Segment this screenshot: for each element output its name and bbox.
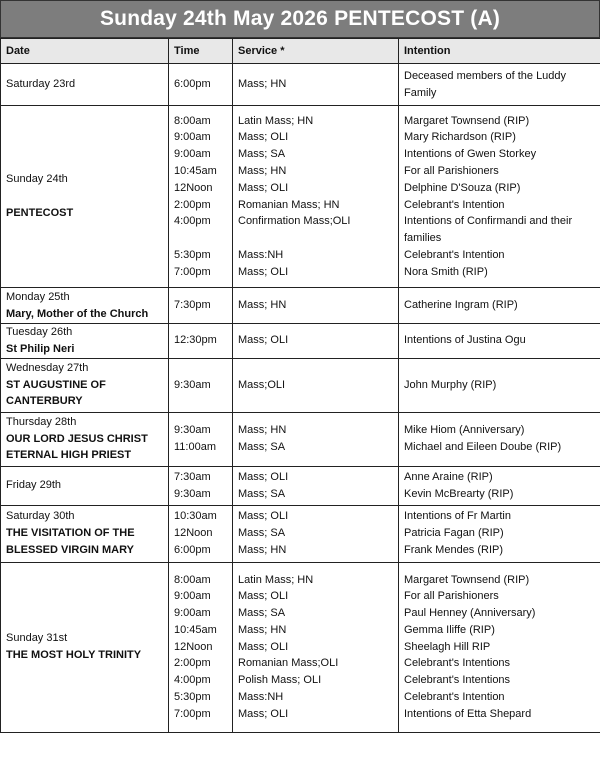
time-cell [169, 412, 233, 466]
service-cell [233, 106, 399, 288]
time-cell [169, 505, 233, 562]
intention-cell [399, 288, 600, 324]
service-entry: Mass; SA [238, 527, 286, 540]
time-cell [169, 106, 233, 288]
feast-label: BLESSED VIRGIN MARY [6, 543, 134, 556]
feast-label: St Philip Neri [6, 342, 75, 355]
table-row [1, 412, 600, 466]
intention-entry: Catherine Ingram (RIP) [404, 299, 518, 312]
intention-entry: Intentions of Justina Ogu [404, 334, 526, 347]
feast-label [6, 188, 163, 205]
intention-entry: Intentions of Fr Martin [404, 510, 511, 523]
service-entry: Mass; OLI [238, 265, 289, 278]
date-cell [1, 324, 169, 359]
service-entry: Romanian Mass; HN [238, 198, 340, 211]
time-entry: 7:00pm [174, 265, 211, 278]
time-entry: 4:00pm [174, 674, 211, 687]
intention-entry: Intentions of Gwen Storkey [404, 148, 537, 161]
mass-schedule-table [0, 38, 600, 733]
date-cell [1, 106, 169, 288]
intention-entry: Celebrant's Intention [404, 248, 505, 261]
page-title: Sunday 24th May 2026 PENTECOST (A) [0, 0, 600, 38]
intention-cell [399, 106, 600, 288]
date-cell [1, 562, 169, 732]
day-label: Thursday 28th [6, 415, 77, 428]
time-entry: 8:00am [174, 114, 211, 127]
intention-cell [399, 324, 600, 359]
date-cell [1, 358, 169, 412]
service-cell [233, 358, 399, 412]
spacer [174, 230, 227, 247]
service-cell [233, 505, 399, 562]
intention-entry: Patricia Fagan (RIP) [404, 527, 504, 540]
intention-entry: Margaret Townsend (RIP) [404, 573, 530, 586]
intention-entry: Margaret Townsend (RIP) [404, 114, 530, 127]
intention-entry: John Murphy (RIP) [404, 378, 497, 391]
service-entry: Mass; OLI [238, 181, 289, 194]
time-cell [169, 64, 233, 106]
time-cell [169, 324, 233, 359]
intention-entry: Michael and Eileen Doube (RIP) [404, 441, 562, 454]
time-entry: 10:30am [174, 510, 217, 523]
service-cell [233, 412, 399, 466]
time-entry: 10:45am [174, 623, 217, 636]
intention-entry: Sheelagh Hill RIP [404, 640, 491, 653]
feast-label: ST AUGUSTINE OF [6, 378, 106, 391]
time-entry: 6:00pm [174, 78, 211, 91]
intention-entry: Mary Richardson (RIP) [404, 131, 516, 144]
time-entry: 9:00am [174, 131, 211, 144]
service-entry: Mass; OLI [238, 334, 289, 347]
service-entry: Mass; HN [238, 424, 287, 437]
feast-label: Mary, Mother of the Church [6, 307, 149, 320]
intention-entry: Celebrant's Intentions [404, 674, 511, 687]
feast-label: THE MOST HOLY TRINITY [6, 649, 142, 662]
service-entry: Mass:NH [238, 248, 284, 261]
service-entry: Confirmation Mass;OLI [238, 215, 351, 228]
date-cell [1, 64, 169, 106]
time-cell [169, 562, 233, 732]
date-cell [1, 288, 169, 324]
service-cell [233, 288, 399, 324]
time-entry: 9:00am [174, 590, 211, 603]
time-entry: 2:00pm [174, 657, 211, 670]
service-entry: Mass; OLI [238, 470, 289, 483]
header-date: Date [1, 39, 169, 64]
service-entry: Mass; OLI [238, 640, 289, 653]
time-entry: 9:00am [174, 607, 211, 620]
time-entry: 8:00am [174, 573, 211, 586]
date-cell [1, 466, 169, 505]
time-entry: 12Noon [174, 181, 213, 194]
time-entry: 9:30am [174, 424, 211, 437]
time-entry: 12Noon [174, 527, 213, 540]
service-entry: Polish Mass; OLI [238, 674, 322, 687]
day-label: Sunday 31st [6, 632, 68, 645]
time-entry: 7:30am [174, 470, 211, 483]
date-cell [1, 505, 169, 562]
table-row [1, 288, 600, 324]
service-entry: Romanian Mass;OLI [238, 657, 339, 670]
time-entry: 2:00pm [174, 198, 211, 211]
service-entry: Mass; SA [238, 607, 286, 620]
day-label: Saturday 30th [6, 510, 75, 523]
intention-cell [399, 358, 600, 412]
header-time: Time [169, 39, 233, 64]
day-label: Saturday 23rd [6, 78, 76, 91]
table-row [1, 358, 600, 412]
service-cell [233, 562, 399, 732]
service-entry: Mass; OLI [238, 707, 289, 720]
time-entry: 7:00pm [174, 707, 211, 720]
intention-cell [399, 562, 600, 732]
intention-entry: Anne Araine (RIP) [404, 470, 493, 483]
intention-entry: Mike Hiom (Anniversary) [404, 424, 525, 437]
time-entry: 4:00pm [174, 215, 211, 228]
service-entry: Mass; SA [238, 441, 286, 454]
table-row [1, 562, 600, 732]
service-entry: Mass; SA [238, 148, 286, 161]
header-intention: Intention [399, 39, 600, 64]
service-entry: Mass; OLI [238, 510, 289, 523]
service-cell [233, 466, 399, 505]
day-label: Friday 29th [6, 479, 62, 492]
intention-entry: Intentions of Etta Shepard [404, 707, 532, 720]
table-row [1, 466, 600, 505]
time-entry: 9:00am [174, 148, 211, 161]
service-cell [233, 64, 399, 106]
time-entry: 5:30pm [174, 691, 211, 704]
service-entry: Mass; OLI [238, 590, 289, 603]
intention-cell [399, 505, 600, 562]
intention-entry: Deceased members of the Luddy Family [404, 69, 567, 99]
time-entry: 12Noon [174, 640, 213, 653]
service-entry: Mass; OLI [238, 131, 289, 144]
time-cell [169, 288, 233, 324]
schedule-body [1, 64, 600, 733]
feast-label: PENTECOST [6, 206, 74, 219]
time-entry: 5:30pm [174, 248, 211, 261]
service-entry: Latin Mass; HN [238, 573, 314, 586]
intention-cell [399, 64, 600, 106]
feast-label: CANTERBURY [6, 395, 83, 408]
intention-entry: Frank Mendes (RIP) [404, 543, 504, 556]
time-entry: 10:45am [174, 164, 217, 177]
intention-entry: Kevin McBrearty (RIP) [404, 487, 514, 500]
intention-entry: For all Parishioners [404, 164, 499, 177]
service-entry: Mass; HN [238, 164, 287, 177]
service-entry: Mass:NH [238, 691, 284, 704]
service-entry: Mass; HN [238, 78, 287, 91]
service-entry: Latin Mass; HN [238, 114, 314, 127]
time-entry: 12:30pm [174, 334, 217, 347]
intention-entry: Paul Henney (Anniversary) [404, 607, 536, 620]
time-entry: 7:30pm [174, 299, 211, 312]
time-cell [169, 466, 233, 505]
intention-cell [399, 466, 600, 505]
table-row [1, 106, 600, 288]
table-row [1, 324, 600, 359]
intention-entry: Celebrant's Intention [404, 691, 505, 704]
service-entry: Mass; HN [238, 299, 287, 312]
table-row [1, 64, 600, 106]
time-entry: 6:00pm [174, 543, 211, 556]
intention-entry: Celebrant's Intention [404, 198, 505, 211]
table-row [1, 505, 600, 562]
date-cell [1, 412, 169, 466]
feast-label: OUR LORD JESUS CHRIST [6, 432, 148, 445]
intention-entry: Nora Smith (RIP) [404, 265, 488, 278]
intention-entry: Delphine D'Souza (RIP) [404, 181, 521, 194]
intention-entry: Gemma Iliffe (RIP) [404, 623, 495, 636]
spacer [238, 230, 393, 247]
intention-entry: Celebrant's Intentions [404, 657, 511, 670]
feast-label: ETERNAL HIGH PRIEST [6, 449, 132, 462]
day-label: Sunday 24th [6, 173, 68, 186]
day-label: Monday 25th [6, 290, 70, 303]
time-entry: 11:00am [174, 441, 216, 454]
feast-label: THE VISITATION OF THE [6, 527, 135, 540]
intention-entry: For all Parishioners [404, 590, 499, 603]
service-entry: Mass; HN [238, 543, 287, 556]
service-cell [233, 324, 399, 359]
day-label: Tuesday 26th [6, 326, 73, 338]
intention-entry: Intentions of Confirmandi and their families [404, 215, 573, 245]
table-header-row [1, 39, 600, 64]
time-entry: 9:30am [174, 378, 211, 391]
day-label: Wednesday 27th [6, 361, 89, 374]
service-entry: Mass;OLI [238, 378, 286, 391]
time-entry: 9:30am [174, 487, 211, 500]
time-cell [169, 358, 233, 412]
service-entry: Mass; SA [238, 487, 286, 500]
service-entry: Mass; HN [238, 623, 287, 636]
intention-cell [399, 412, 600, 466]
header-service: Service * [233, 39, 399, 64]
